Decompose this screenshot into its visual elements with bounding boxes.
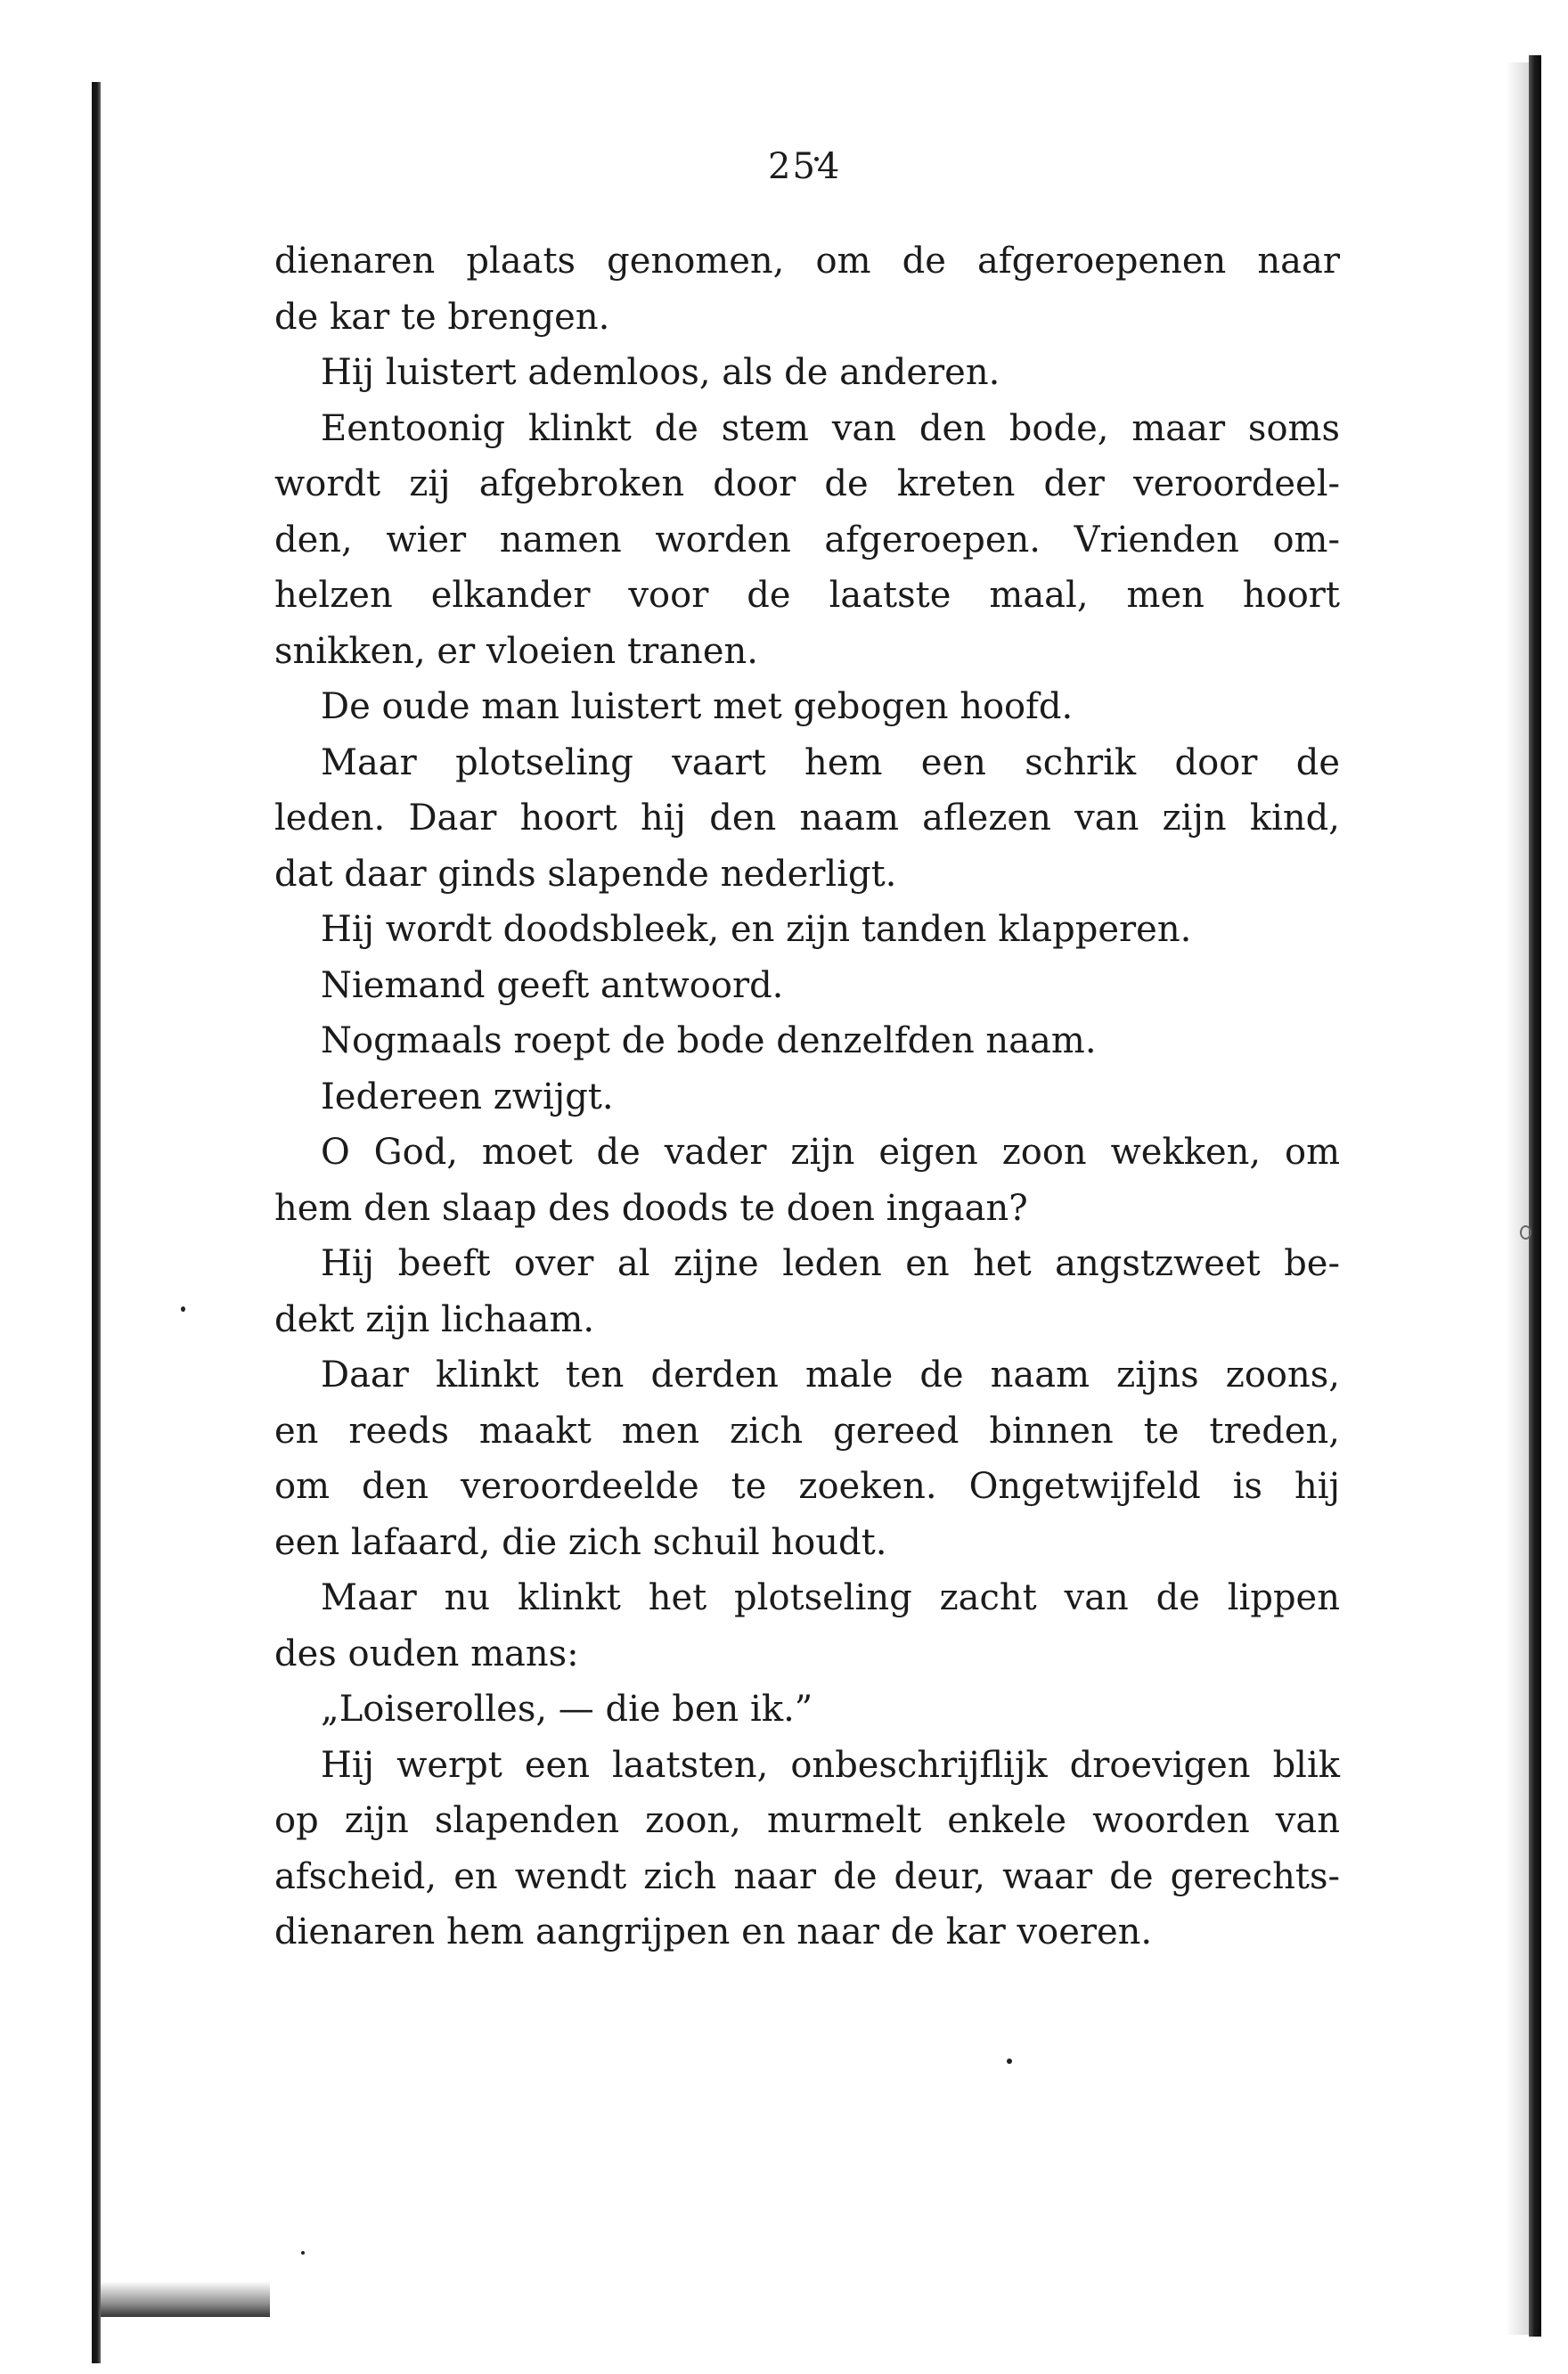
- page-number: 254: [768, 146, 842, 187]
- right-edge-fade: [1506, 62, 1529, 2335]
- text-line: hem den slaap des doods te doen ingaan?: [274, 1187, 1028, 1229]
- text-line: dienaren hem aangrijpen en naar de kar voeren.: [274, 1911, 1153, 1952]
- text-line: Eentoonig klinkt de stem van den bode, maar soms: [321, 407, 1340, 449]
- text-line: en reeds maakt men zich gereed binnen te treden,: [274, 1410, 1340, 1452]
- text-line: „Loiserolles, — die ben ik.”: [321, 1689, 813, 1730]
- text-line: Niemand geeft antwoord.: [321, 964, 784, 1006]
- text-line: Nogmaals roept de bode denzelfden naam.: [321, 1020, 1097, 1061]
- text-line: Maar nu klinkt het plotseling zacht van de lippen: [321, 1577, 1340, 1618]
- text-line: Hij beeft over al zijne leden en het angstzweet be-: [321, 1243, 1340, 1284]
- ink-speck: [1007, 2059, 1012, 2064]
- text-line: Iedereen zwijgt.: [321, 1076, 614, 1117]
- text-line: Hij wordt doodsbleek, en zijn tanden klapperen.: [321, 909, 1192, 950]
- text-line: afscheid, en wendt zich naar de deur, waar de gerechts-: [274, 1855, 1340, 1897]
- text-line: op zijn slapenden zoon, murmelt enkele woorden van: [274, 1800, 1340, 1841]
- text-line: om den veroordeelde te zoeken. Ongetwijfeld is hij: [274, 1466, 1340, 1507]
- text-line: des ouden mans:: [274, 1633, 579, 1674]
- ink-speck: [1520, 1225, 1531, 1240]
- text-line: Maar plotseling vaart hem een schrik door de: [321, 741, 1340, 783]
- ink-speck: [301, 2251, 305, 2255]
- text-line: den, wier namen worden afgeroepen. Vrienden om-: [274, 519, 1340, 561]
- text-line: leden. Daar hoort hij den naam aflezen van zijn kind,: [274, 798, 1340, 839]
- text-line: dienaren plaats genomen, om de afgeroepenen naar: [274, 241, 1340, 282]
- text-line: O God, moet de vader zijn eigen zoon wekken, om: [321, 1132, 1340, 1173]
- right-page-edge: [1529, 55, 1541, 2337]
- text-line: een lafaard, die zich schuil houdt.: [274, 1521, 887, 1563]
- text-line: Daar klinkt ten derden male de naam zijns zoons,: [321, 1355, 1340, 1396]
- text-line: wordt zij afgebroken door de kreten der veroordeel-: [274, 463, 1340, 504]
- left-page-edge: [92, 82, 101, 2363]
- bottom-left-shadow: [101, 2281, 270, 2317]
- ink-speck: [181, 1306, 185, 1312]
- text-line: Hij werpt een laatsten, onbeschrijflijk droevigen blik: [321, 1744, 1340, 1786]
- body-text: [274, 233, 1340, 1961]
- text-line: de kar te brengen.: [274, 296, 610, 338]
- text-line: helzen elkander voor de laatste maal, men hoort: [274, 575, 1340, 616]
- text-line: dekt zijn lichaam.: [274, 1298, 595, 1340]
- text-line: dat daar ginds slapende nederligt.: [274, 853, 897, 895]
- text-line: Hij luistert ademloos, als de anderen.: [321, 352, 1000, 393]
- text-line: snikken, er vloeien tranen.: [274, 630, 758, 672]
- text-line: De oude man luistert met gebogen hoofd.: [321, 686, 1074, 727]
